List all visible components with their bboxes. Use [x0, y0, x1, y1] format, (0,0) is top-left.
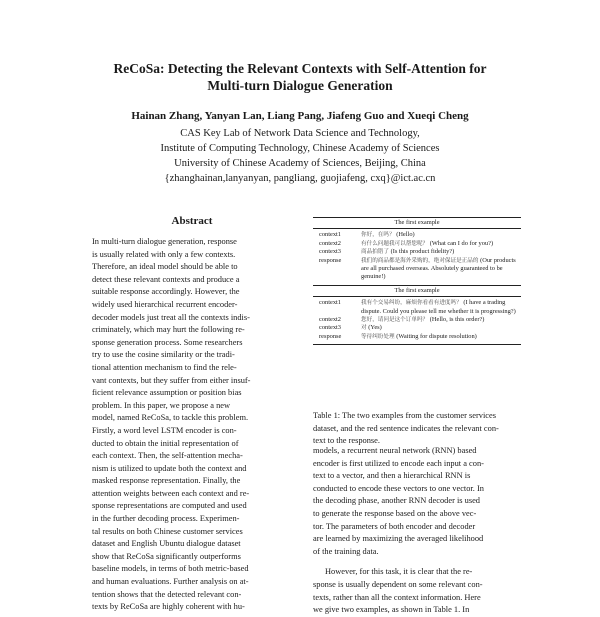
body-text-line: texts, rather than all the context information. Here: [313, 592, 481, 602]
example-row: [313, 248, 521, 256]
abstract-line: widely used hierarchical recurrent encoder-: [92, 299, 238, 309]
english-translation: (Is this product fidelity?): [390, 248, 455, 256]
body-text-line: conducted to encode these vectors to one vector. In: [313, 483, 484, 493]
body-text-line: However, for this task, it is clear that the re-: [325, 567, 473, 577]
body-text-line: encoder is first utilized to encode each input a con-: [313, 458, 484, 468]
english-translation: (Yes): [368, 324, 382, 332]
body-text-line: are learned by maximizing the averaged likelihood: [313, 534, 484, 544]
table-caption: [313, 410, 525, 448]
abstract-line: in the further decoding process. Experimen-: [92, 514, 240, 524]
example-row-text: [361, 316, 521, 324]
example-row: [313, 299, 521, 316]
example-row: [313, 231, 521, 239]
title-line: Multi-turn Dialogue Generation: [207, 78, 393, 93]
body-text-line: to generate the response based on the above vec-: [313, 508, 477, 518]
example-row-label: context2: [319, 239, 342, 247]
body-text-line: sponse is usually dependent on some relevant con-: [313, 579, 483, 589]
abstract-line: criminately, which may hurt the following re-: [92, 325, 245, 335]
caption-line: dataset, and the red sentence indicates the relevant con-: [313, 423, 499, 433]
example-row-text: [361, 231, 521, 239]
example-row-text: [361, 299, 521, 316]
english-translation: (Hello): [396, 231, 415, 239]
abstract-line: sponse generation process. Some researchers: [92, 337, 243, 347]
abstract-line: dataset and English Ubuntu dialogue dataset: [92, 539, 241, 549]
abstract-line: In multi-turn dialogue generation, response: [92, 237, 237, 246]
author-list: Hainan Zhang, Yanyan Lan, Liang Pang, Jiafeng Guo and Xueqi Cheng: [131, 110, 469, 122]
english-translation: (What can I do for you?): [429, 239, 494, 247]
abstract-heading: Abstract: [171, 215, 213, 227]
abstract-line: baseline models, in terms of both metric-based: [92, 564, 249, 574]
abstract-line: is usually related with only a few contexts.: [92, 249, 236, 259]
abstract-line: problem. In this paper, we propose a new: [92, 400, 231, 410]
chinese-utterance: 你好，在吗？: [361, 232, 395, 239]
abstract-line: attention weights between each context and re-: [92, 488, 250, 498]
chinese-utterance: 对: [361, 325, 367, 332]
example-row-text: [361, 333, 521, 341]
paragraph-2: [313, 566, 525, 616]
abstract-line: and human evaluations. Further analysis on at-: [92, 577, 249, 587]
abstract-line: decoder models just treat all the contexts indis-: [92, 312, 250, 322]
chinese-utterance: 等待纠纷处理: [361, 333, 395, 340]
example-row-label: context1: [319, 231, 342, 239]
title-line: ReCoSa: Detecting the Relevant Contexts with Self-Attention for: [113, 61, 487, 76]
affiliation-line: CAS Key Lab of Network Data Science and Technology,: [180, 128, 420, 139]
caption-line: text to the response.: [313, 436, 380, 446]
example-body: [313, 229, 521, 284]
affiliation-block: [0, 126, 600, 186]
english-translation: (Hello, is this order?): [429, 316, 485, 324]
example-row-label: context3: [319, 248, 342, 256]
chinese-utterance: 您好，请问是这个订单吗？: [361, 317, 429, 324]
abstract-line: vant contexts, but they suffer from either insuf-: [92, 375, 251, 385]
english-translation: (I have a trading dispute. Could you please tell me whether it is progressing?): [361, 299, 516, 315]
example-title: The first example: [313, 217, 521, 229]
english-translation: (Waiting for dispute resolution): [396, 332, 477, 340]
abstract-line: tention shows that the detected relevant con-: [92, 589, 242, 599]
abstract-line: Therefore, an ideal model should be able to: [92, 262, 238, 272]
abstract-line: masked response representation. Finally, the: [92, 476, 241, 486]
example-row-label: context1: [319, 299, 342, 307]
chinese-utterance: 有什么问题我可以帮您呢？: [361, 240, 429, 247]
abstract-line: ficient relevance assumption or position bias: [92, 388, 242, 398]
body-text-line: text to a vector, and then a hierarchical RNN is: [313, 471, 471, 481]
paper-title: [0, 60, 600, 94]
example-row-text: [361, 240, 521, 248]
example-row-text: [361, 324, 521, 332]
body-text-line: the decoding phase, another RNN decoder is used: [313, 496, 480, 506]
abstract-line: suitable response accordingly. However, the: [92, 287, 240, 297]
abstract-line: tal results on both Chinese customer services: [92, 526, 243, 536]
right-column-text: [313, 445, 525, 617]
affiliation-line: Institute of Computing Technology, Chinese Academy of Sciences: [160, 143, 440, 154]
example-row: [313, 333, 521, 341]
chinese-utterance: 商品拍错了: [361, 249, 389, 256]
abstract-line: sponse representations are computed and used: [92, 501, 247, 511]
example-row-label: response: [319, 256, 342, 264]
caption-line: Table 1: The two examples from the customer services: [313, 411, 496, 420]
example-row: [313, 240, 521, 248]
abstract-line: try to use the cosine similarity or the tradi-: [92, 350, 235, 360]
example-row-label: context3: [319, 324, 342, 332]
email-line: {zhanghainan,lanyanyan, pangliang, guojiafeng, cxq}@ict.ac.cn: [164, 173, 436, 184]
abstract-line: nism is utilized to update both the context and: [92, 463, 247, 473]
abstract-line: each context. Then, the self-attention mecha-: [92, 451, 243, 461]
abstract-line: Firstly, a word level LSTM encoder is con-: [92, 425, 237, 435]
body-text-line: of the training data.: [313, 546, 379, 556]
example-row: [313, 257, 521, 282]
affiliation-line: University of Chinese Academy of Sciences, Beijing, China: [174, 158, 426, 169]
body-text-line: we give two examples, as shown in Table 1. In: [313, 605, 470, 615]
example-title: The first example: [313, 285, 521, 297]
paragraph-1: [313, 445, 525, 558]
example-row-label: context2: [319, 316, 342, 324]
chinese-utterance: 我有个交易纠纷，麻烦你看看有进度吗？: [361, 300, 462, 307]
abstract-body: [92, 236, 292, 614]
example-row-text: [361, 257, 521, 282]
example-body: [313, 297, 521, 345]
chinese-utterance: 我们的商品都是海外采购的，绝对保证是正品的: [361, 257, 479, 264]
abstract-line: tional attention mechanism to find the rele-: [92, 362, 237, 372]
example-row-label: response: [319, 332, 342, 340]
abstract-line: ducted to obtain the initial representation of: [92, 438, 239, 448]
example-row: [313, 316, 521, 324]
example-table: [313, 217, 521, 345]
abstract-line: model, named ReCoSa, to tackle this problem.: [92, 413, 249, 423]
english-translation: (Our products are all purchased overseas. Absolutely guaranteed to be genuine!): [361, 256, 516, 281]
abstract-line: show that ReCoSa significantly outperforms: [92, 551, 241, 561]
abstract-line: detect these relevant contexts and produce a: [92, 274, 240, 284]
body-text-line: tor. The parameters of both encoder and decoder: [313, 521, 476, 531]
example-row-text: [361, 248, 521, 256]
abstract-line: texts by ReCoSa are highly coherent with hu-: [92, 602, 245, 612]
example-row: [313, 324, 521, 332]
body-text-line: models, a recurrent neural network (RNN) based: [313, 446, 477, 455]
